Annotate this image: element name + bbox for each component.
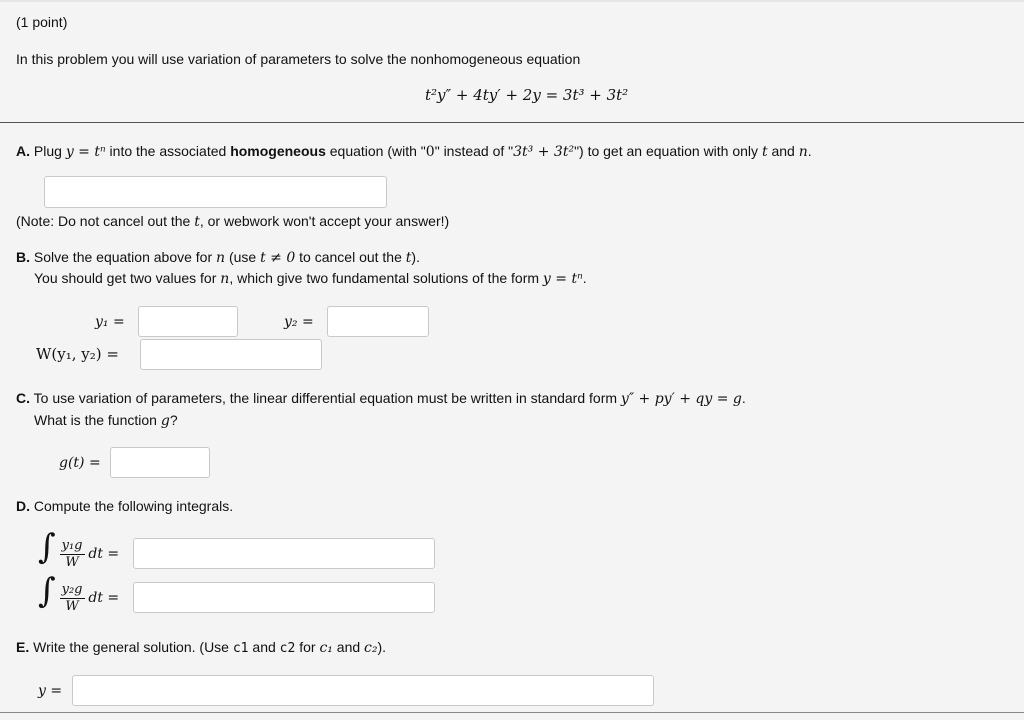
part-b-label: B.: [16, 249, 30, 265]
y2-label: y₂ =: [284, 314, 314, 330]
y2-input[interactable]: [327, 306, 429, 337]
part-b-instruction: You should get two values for n, which give two fundamental solutions of the form y = tⁿ.: [34, 270, 587, 287]
substitution: y = tⁿ: [65, 144, 106, 160]
integral-2-input[interactable]: [133, 582, 435, 613]
homogeneous-word: homogeneous: [230, 143, 326, 159]
points-label: (1 point): [16, 14, 68, 30]
y1-input[interactable]: [138, 306, 238, 337]
top-border: [0, 0, 1024, 2]
part-c-label: C.: [16, 390, 30, 406]
main-equation: t²y″ + 4ty′ + 2y = 3t³ + 3t²: [425, 86, 629, 104]
general-solution-label: y =: [38, 683, 63, 699]
intro-text: In this problem you will use variation of parameters to solve the nonhomogeneous equation: [16, 51, 581, 67]
wronskian-label: W(y₁, y₂) =: [36, 345, 119, 363]
integral-sign: ∫: [38, 571, 56, 611]
y1-label: y₁ =: [95, 314, 125, 330]
g-label: g(t) =: [59, 455, 101, 471]
part-a-label: A.: [16, 143, 30, 159]
fraction-1: $\frac{\text{y₁g}}{W}$: [61, 537, 83, 570]
part-e-prompt: E. Write the general solution. (Use c1 and c2 for c₁ and c₂).: [16, 639, 387, 656]
part-e-label: E.: [16, 639, 30, 655]
part-a-note: (Note: Do not cancel out the t, or webwork won't accept your answer!): [16, 213, 450, 230]
integral-1: ∫ $\frac{\text{y₁g}}{W}$ dt =: [38, 527, 120, 570]
section-divider: [0, 122, 1024, 123]
fraction-2: $\frac{\text{y₂g}}{W}$: [61, 581, 83, 614]
bottom-divider: [0, 712, 1024, 713]
general-solution-input[interactable]: [72, 675, 654, 706]
part-a-answer-input[interactable]: [44, 176, 387, 208]
part-d-label: D.: [16, 498, 30, 514]
part-d-prompt: D. Compute the following integrals.: [16, 498, 234, 514]
wronskian-input[interactable]: [140, 339, 322, 370]
integral-1-input[interactable]: [133, 538, 435, 569]
integral-sign: ∫: [38, 527, 56, 567]
part-c-question: What is the function g?: [34, 412, 178, 429]
part-c-prompt: C. To use variation of parameters, the linear differential equation must be written in standard form y″ + py′ + qy = g.: [16, 390, 746, 407]
g-input[interactable]: [110, 447, 210, 478]
integral-2: ∫ $\frac{\text{y₂g}}{W}$ dt =: [38, 571, 120, 614]
part-a-prompt: A. Plug y = tⁿ into the associated homogeneous equation (with "0" instead of "3t³ + 3t²") to get an equation with only t and n.: [16, 143, 812, 160]
part-b-prompt: B. Solve the equation above for n (use t ≠ 0 to cancel out the t).: [16, 249, 420, 266]
